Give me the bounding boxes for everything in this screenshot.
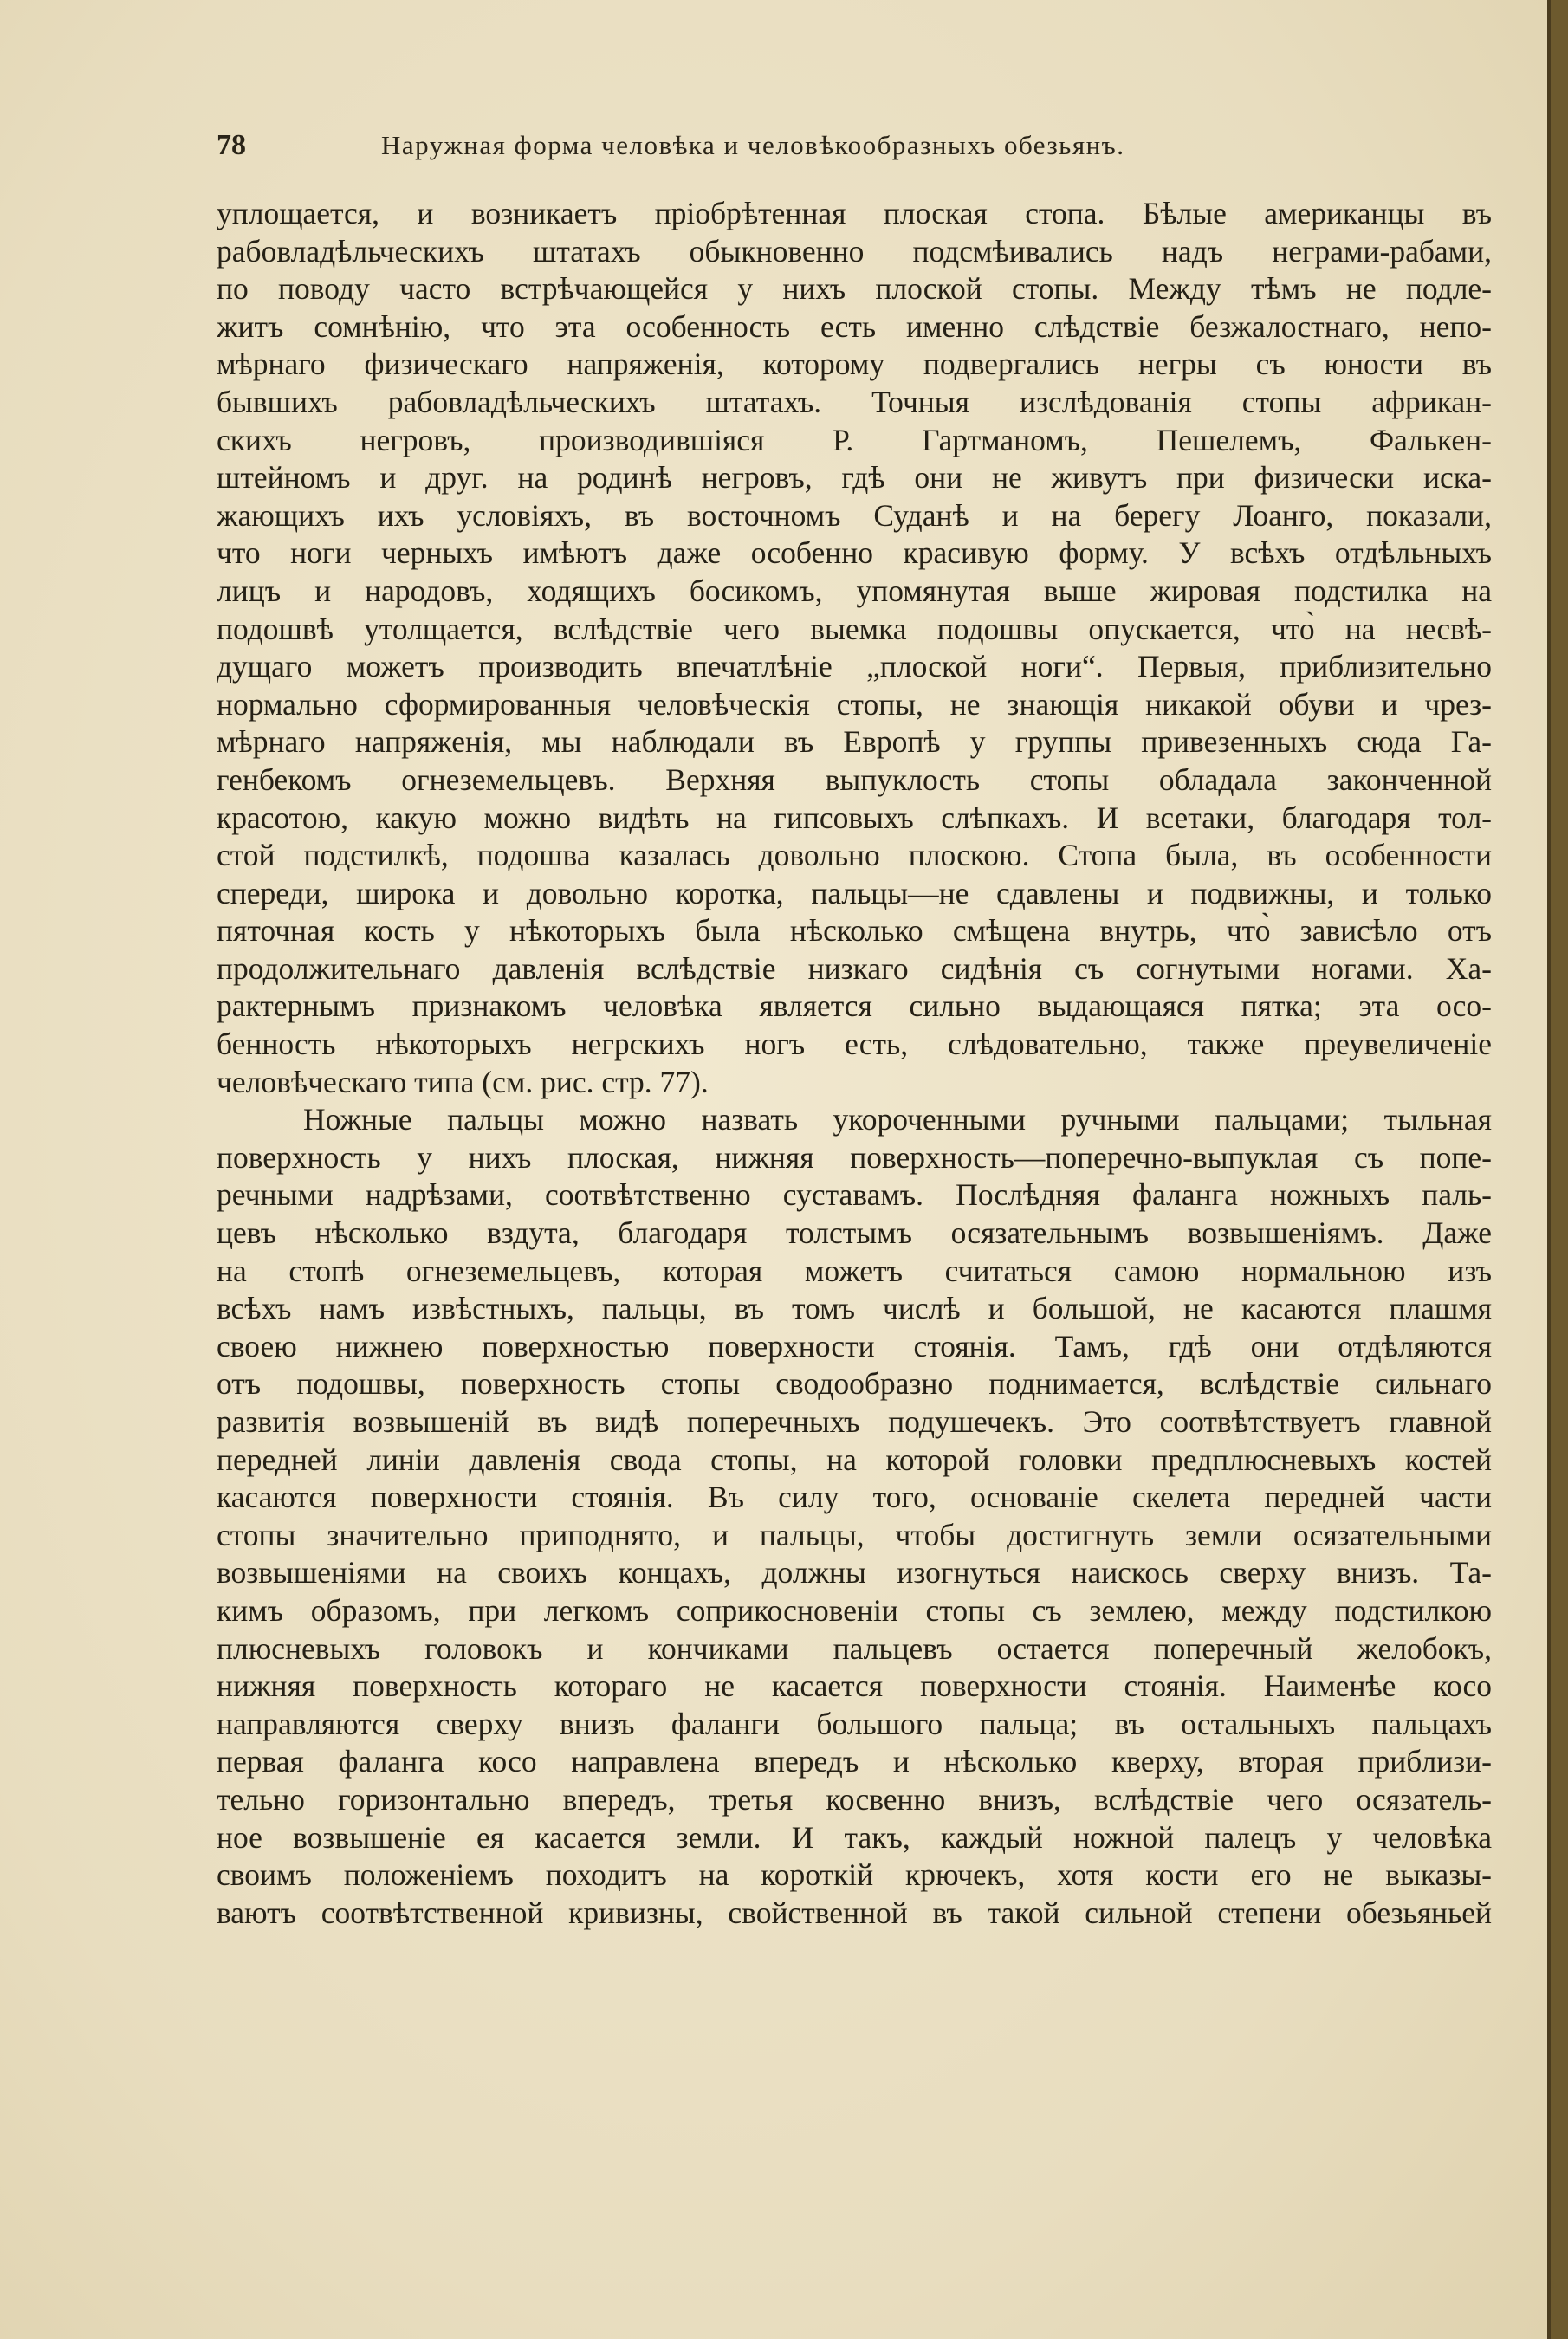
text-line: бывшихъ рабовладѣльческихъ штатахъ. Точныя изслѣдованія стопы африкан- <box>217 384 1492 419</box>
text-line: красотою, какую можно видѣть на гипсовыхъ слѣпкахъ. И всетаки, благодаря тол- <box>217 800 1492 835</box>
text-line: по поводу часто встрѣчающейся у нихъ плоской стопы. Между тѣмъ не подле- <box>217 271 1492 307</box>
text-line: пяточная кость у нѣкоторыхъ была нѣсколько смѣщена внутрь, что̀ зависѣло отъ <box>217 913 1492 949</box>
text-line: подошвѣ утолщается, вслѣдствіе чего выемка подошвы опускается, что̀ на несвѣ- <box>217 611 1492 646</box>
text-line: поверхность у нихъ плоская, нижняя поверхность—поперечно-выпуклая съ попе- <box>217 1139 1492 1175</box>
text-line: стой подстилкѣ, подошва казалась довольно плоскою. Стопа была, въ особенности <box>217 838 1492 873</box>
text-line: рактернымъ признакомъ человѣка является сильно выдающаяся пятка; эта осо- <box>217 988 1492 1024</box>
text-line: своею нижнею поверхностью поверхности стоянія. Тамъ, гдѣ они отдѣляются <box>217 1328 1492 1364</box>
text-line: скихъ негровъ, производившіяся Р. Гартманомъ, Пешелемъ, Фалькен- <box>217 422 1492 457</box>
text-line: спереди, широка и довольно коротка, пальцы—не сдавлены и подвижны, и только <box>217 875 1492 910</box>
text-line: житъ сомнѣнію, что эта особенность есть именно слѣдствіе безжалостнаго, непо- <box>217 308 1492 344</box>
text-line: генбекомъ огнеземельцевъ. Верхняя выпуклость стопы обладала законченной <box>217 761 1492 797</box>
text-line: жающихъ ихъ условіяхъ, въ восточномъ Суданѣ и на берегу Лоанго, показали, <box>217 497 1492 533</box>
text-line: рабовладѣльческихъ штатахъ обыкновенно подсмѣивались надъ неграми-рабами, <box>217 233 1492 269</box>
running-head: Наружная форма человѣка и человѣкообразныхъ обезьянъ. <box>381 130 1125 160</box>
body-text <box>217 195 1492 1932</box>
text-line: продолжительнаго давленія вслѣдствіе низкаго сидѣнія съ согнутыми ногами. Ха- <box>217 950 1492 986</box>
text-line: речными надрѣзами, соотвѣтственно суставамъ. Послѣдняя фаланга ножныхъ паль- <box>217 1177 1492 1213</box>
paragraph-last-line: человѣческаго типа (см. рис. стр. 77). <box>217 1064 709 1099</box>
text-line: возвышеніями на своихъ концахъ, должны изогнуться наискось сверху внизъ. Та- <box>217 1555 1492 1591</box>
text-line: отъ подошвы, поверхность стопы сводообразно поднимается, вслѣдствіе сильнаго <box>217 1366 1492 1402</box>
text-line: на стопѣ огнеземельцевъ, которая можетъ считаться самою нормальною изъ <box>217 1253 1492 1288</box>
text-line: бенность нѣкоторыхъ негрскихъ ногъ есть, слѣдовательно, также преувеличеніе <box>217 1027 1492 1062</box>
text-line: мѣрнаго напряженія, мы наблюдали въ Европѣ у группы привезенныхъ сюда Га- <box>217 724 1492 760</box>
text-line: касаются поверхности стоянія. Въ силу того, основаніе скелета передней части <box>217 1480 1492 1515</box>
text-line: цевъ нѣсколько вздута, благодаря толстымъ осязательнымъ возвышеніямъ. Даже <box>217 1215 1492 1251</box>
text-line: что ноги черныхъ имѣютъ даже особенно красивую форму. У всѣхъ отдѣльныхъ <box>217 535 1492 571</box>
text-line: первая фаланга косо направлена впередъ и нѣсколько кверху, вторая приблизи- <box>217 1744 1492 1779</box>
text-line: дущаго можетъ производить впечатлѣніе „плоской ноги“. Первыя, приблизительно <box>217 649 1492 684</box>
text-line: ваютъ соотвѣтственной кривизны, свойственной въ такой сильной степени обезьяньей <box>217 1895 1492 1930</box>
text-line: тельно горизонтально впередъ, третья косвенно внизъ, вслѣдствіе чего осязатель- <box>217 1781 1492 1817</box>
paragraph-first-line: Ножные пальцы можно назвать укороченными ручными пальцами; тыльная <box>303 1102 1492 1137</box>
text-line: своимъ положеніемъ походитъ на короткій крючекъ, хотя кости его не выказы- <box>217 1857 1492 1893</box>
text-line: ное возвышеніе ея касается земли. И такъ, каждый ножной палецъ у человѣка <box>217 1819 1492 1855</box>
text-line: кимъ образомъ, при легкомъ соприкосновеніи стопы съ землею, между подстилкою <box>217 1592 1492 1628</box>
page-number: 78 <box>217 129 246 161</box>
text-line: стопы значительно приподнято, и пальцы, чтобы достигнуть земли осязательными <box>217 1517 1492 1552</box>
text-line: всѣхъ намъ извѣстныхъ, пальцы, въ томъ числѣ и большой, не касаются плашмя <box>217 1291 1492 1326</box>
text-line: плюсневыхъ головокъ и кончиками пальцевъ остается поперечный желобокъ, <box>217 1630 1492 1666</box>
text-line: направляются сверху внизъ фаланги большого пальца; въ остальныхъ пальцахъ <box>217 1706 1492 1741</box>
text-line: уплощается, и возникаетъ пріобрѣтенная плоская стопа. Бѣлые американцы въ <box>217 196 1492 230</box>
text-line: лицъ и народовъ, ходящихъ босикомъ, упомянутая выше жировая подстилка на <box>217 573 1492 608</box>
page-header <box>217 130 1490 182</box>
text-line: передней линіи давленія свода стопы, на которой головки предплюсневыхъ костей <box>217 1442 1492 1477</box>
text-line: развитія возвышеній въ видѣ поперечныхъ подушечекъ. Это соотвѣтствуетъ главной <box>217 1404 1492 1439</box>
text-line: штейномъ и друг. на родинѣ негровъ, гдѣ они не живутъ при физически иска- <box>217 460 1492 496</box>
text-line: нижняя поверхность котораго не касается поверхности стоянія. Наименѣе косо <box>217 1668 1492 1704</box>
text-line: нормально сформированныя человѣческія стопы, не знающія никакой обуви и чрез- <box>217 686 1492 722</box>
text-line: мѣрнаго физическаго напряженія, которому подвергались негры съ юности въ <box>217 347 1492 382</box>
